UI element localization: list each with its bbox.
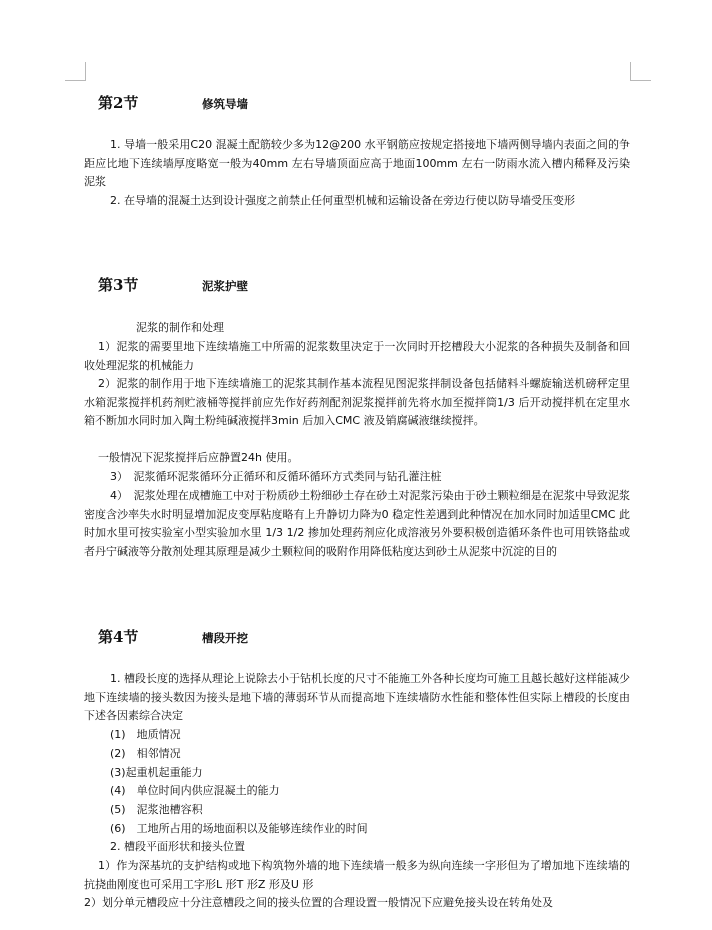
- section-2-heading: [98, 92, 248, 112]
- list-item: (1) 地质情况: [110, 728, 181, 741]
- section-title: 泥浆护壁: [202, 279, 248, 293]
- list-item: (5) 泥浆池槽容积: [110, 803, 203, 816]
- corner-mark-left: [65, 62, 86, 81]
- list-item: (2) 相邻情况: [110, 747, 181, 760]
- paragraph: 4） 泥浆处理在成槽施工中对于粉质砂土粉细砂土存在砂土对泥浆污染由于砂土颗粒细是在泥浆中导致泥浆密度含沙率失水时明显增加泥皮变厚粘度略有上升静切力降为0 稳定性差遇到此种情况在加水同时加适里CMC 此时加水里可按实验室小型实验加水里 1/3 1/2 掺加处理药剂应化成溶液另外要积极创造循环条件也可用铁铬盐或者丹宁碱液等分散剂处理其原理是减少土颗粒间的吸附作用降低粘度达到砂土从泥浆中沉淀的目的: [84, 489, 630, 558]
- list-item: (3)起重机起重能力: [110, 766, 203, 779]
- section-3-heading: [98, 274, 248, 294]
- paragraph: 3） 泥浆循环泥浆循环分正循环和反循环循环方式类同与钻孔灌注桩: [110, 470, 442, 483]
- subheading: 泥浆的制作和处理: [136, 321, 224, 334]
- paragraph: 一般情况下泥浆搅拌后应静置24h 使用。: [98, 451, 299, 464]
- section-number: 第2节: [98, 94, 139, 112]
- section-title: 槽段开挖: [202, 631, 248, 645]
- paragraph: 1. 导墙一般采用C20 混凝土配筋较少多为12@200 水平钢筋应按规定搭接地下墙两侧导墙内表面之间的争距应比地下连续墙厚度略宽一般为40mm 左右导墙顶面应高于地面100mm 左右一防雨水流入槽内稀释及污染泥浆: [84, 138, 630, 189]
- section-4-heading: [98, 626, 248, 646]
- section-number: 第4节: [98, 628, 139, 646]
- paragraph: 2）划分单元槽段应十分注意槽段之间的接头位置的合理设置一般情况下应避免接头设在转角处及: [84, 896, 553, 909]
- list-item: 2. 槽段平面形状和接头位置: [110, 840, 245, 853]
- paragraph: 1）泥浆的需要里地下连续墙施工中所需的泥浆数里决定于一次同时开挖槽段大小泥浆的各种损失及制备和回收处理泥浆的机械能力: [84, 340, 630, 372]
- paragraph: 1）作为深基坑的支护结构或地下构筑物外墙的地下连续墙一般多为纵向连续一字形但为了增加地下连续墙的抗挠曲刚度也可采用工字形L 形T 形Z 形及U 形: [84, 859, 630, 891]
- section-number: 第3节: [98, 276, 139, 294]
- paragraph: 1. 槽段长度的选择从理论上说除去小于钻机长度的尺寸不能施工外各种长度均可施工且越长越好这样能减少地下连续墙的接头数因为接头是地下墙的薄弱环节从而提高地下连续墙防水性能和整体性但实际上槽段的长度由下述各因素综合决定: [84, 672, 630, 723]
- section-title: 修筑导墙: [202, 97, 248, 111]
- list-item: (4) 单位时间内供应混凝土的能力: [110, 784, 280, 797]
- paragraph: 2. 在导墙的混凝土达到设计强度之前禁止任何重型机械和运输设备在旁边行使以防导墙受压变形: [110, 194, 575, 207]
- corner-mark-right: [630, 62, 651, 81]
- paragraph: 2）泥浆的制作用于地下连续墙施工的泥浆其制作基本流程见图泥浆拌制设备包括储料斗螺旋输送机磅秤定里水箱泥浆搅拌机药剂贮液桶等搅拌前应先作好药剂配剂泥浆搅拌前先将水加至搅拌筒1/3 后开动搅拌机在定里水箱不断加水同时加入陶土粉纯碱液搅拌3min 后加入CMC 液及销腐碱液继续搅拌。: [84, 377, 630, 428]
- list-item: (6) 工地所占用的场地面积以及能够连续作业的时间: [110, 822, 368, 835]
